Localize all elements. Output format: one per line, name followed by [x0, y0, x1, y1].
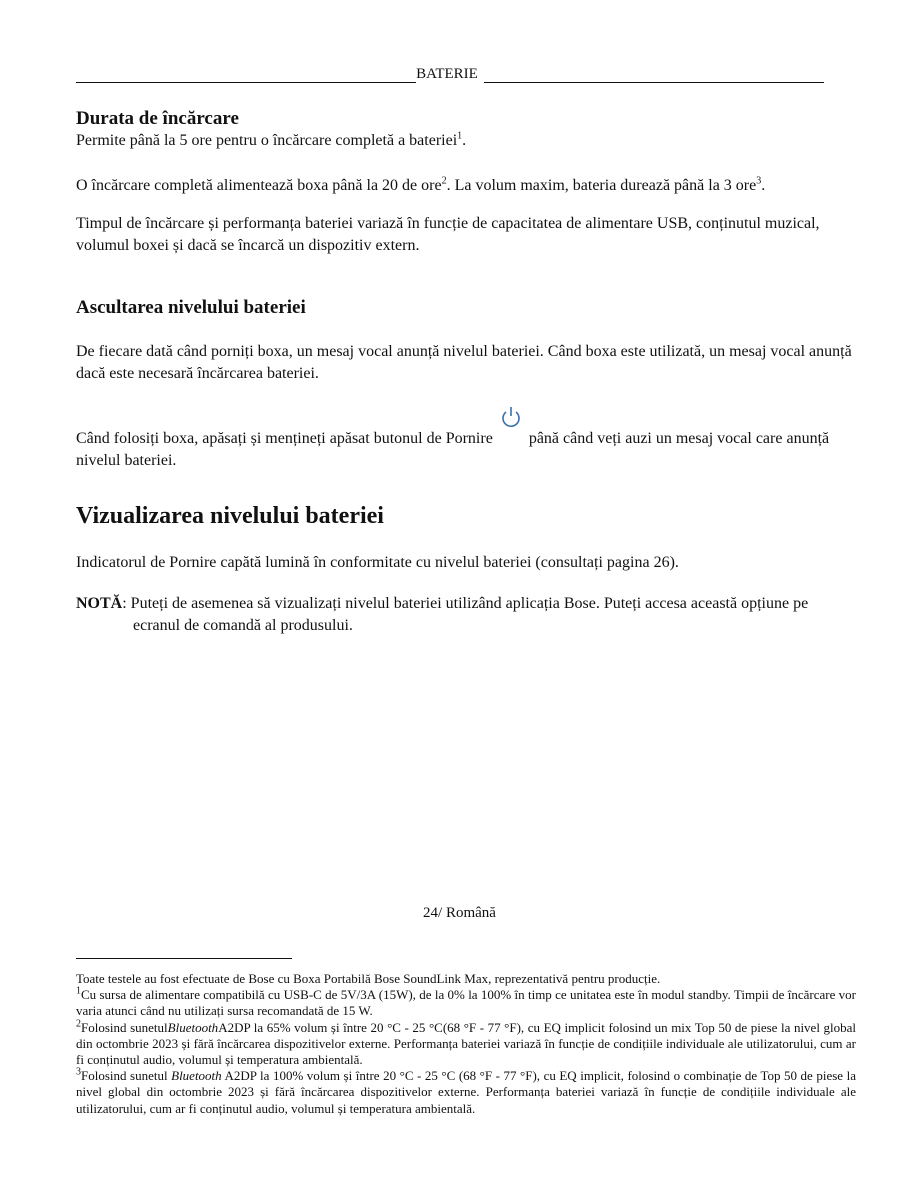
- footnote-mark: 1: [76, 985, 81, 997]
- footnotes: [76, 971, 856, 1117]
- section-heading-view-battery: Vizualizarea nivelului bateriei: [76, 503, 384, 529]
- text: A2DP la 65% volum și între 20 °C - 25 °C(68 °F - 77 °F), cu EQ implicit folosind un mix Top 50 de piese la nivel global din octombrie 2023 și fără încărcarea dispozitivelor externe. Performanța bateriei variază în funcție de condițiile individuale ale utilizatorului, cum ar fi conținutul audio, volumul și temperatura ambientală.: [76, 1019, 856, 1068]
- paragraph: [76, 421, 856, 472]
- power-icon: [499, 405, 523, 429]
- header-rule-left: [76, 68, 416, 83]
- running-header: [76, 66, 824, 83]
- paragraph: Indicatorul de Pornire capătă lumină în conformitate cu nivelul bateriei (consultați pagina 26).: [76, 554, 679, 571]
- footnote-mark: 2: [76, 1018, 81, 1030]
- note-label: NOTĂ: [76, 595, 123, 612]
- note-text: : Puteți de asemenea să vizualizați nivelul bateriei utilizând aplicația Bose. Puteți accesa această opțiune pe ecranul de comandă al produsului.: [122, 595, 809, 634]
- note: [76, 593, 856, 637]
- footnote-ref: 3: [756, 175, 762, 187]
- page-number: 24/ Română: [423, 905, 496, 921]
- footnote-rule: [76, 958, 292, 959]
- text: .: [462, 132, 467, 149]
- text: A2DP la 100% volum și între 20 °C - 25 °C (68 °F - 77 °F), cu EQ implicit, folosind o combinație de Top 50 de piese la nivel global din octombrie 2023 și fără încărcarea dispozitivelor externe. Performanța bateriei variază în funcție de condițiile individuale ale utilizatorului, cum ar fi conținutul audio, volumul și temperatura ambientală.: [76, 1068, 856, 1116]
- footnote: [76, 987, 856, 1019]
- text: .: [761, 177, 766, 194]
- footnote-mark: 3: [76, 1066, 81, 1078]
- paragraph: [76, 130, 856, 152]
- text: Când folosiți boxa, apăsați și mențineți apăsat butonul de Pornire: [76, 430, 493, 447]
- paragraph: [76, 175, 876, 197]
- text: Bluetooth: [167, 1019, 219, 1035]
- footnote: [76, 1020, 856, 1069]
- footnote-ref: 2: [441, 175, 447, 187]
- text: O încărcare completă alimentează boxa până la 20 de ore: [76, 177, 442, 194]
- footnote-ref: 1: [457, 130, 463, 142]
- paragraph: De fiecare dată când porniți boxa, un mesaj vocal anunță nivelul bateriei. Când boxa este utilizată, un mesaj vocal anunță dacă este necesară încărcarea bateriei.: [76, 343, 852, 382]
- text: . La volum maxim, bateria durează până la 3 ore: [446, 177, 757, 194]
- section-heading-listen-battery: Ascultarea nivelului bateriei: [76, 297, 306, 318]
- text: Folosind sunetul: [81, 1068, 172, 1084]
- text: Permite până la 5 ore pentru o încărcare completă a bateriei: [76, 132, 458, 149]
- text: Cu sursa de alimentare compatibilă cu USB-C de 5V/3A (15W), de la 0% la 100% în timp ce unitatea este în modul standby. Timpii de încărcare vor varia atunci când nu utilizați sursa recomandată de 15 W.: [76, 987, 856, 1019]
- header-rule-right: [484, 68, 824, 83]
- text: până când veți auzi un mesaj vocal care anunță nivelul bateriei.: [76, 430, 830, 469]
- header-title: BATERIE: [416, 66, 478, 82]
- paragraph: Timpul de încărcare și performanța bateriei variază în funcție de capacitatea de alimentare USB, conținutul muzical, volumul boxei și dacă se încarcă un dispozitiv extern.: [76, 215, 820, 254]
- footnote: Toate testele au fost efectuate de Bose cu Boxa Portabilă Bose SoundLink Max, reprezentativă pentru producție.: [76, 971, 661, 986]
- footnote: [76, 1068, 856, 1117]
- section-heading-charging-time: Durata de încărcare: [76, 108, 239, 129]
- text: Folosind sunetul: [81, 1019, 168, 1035]
- text: Bluetooth: [171, 1068, 222, 1084]
